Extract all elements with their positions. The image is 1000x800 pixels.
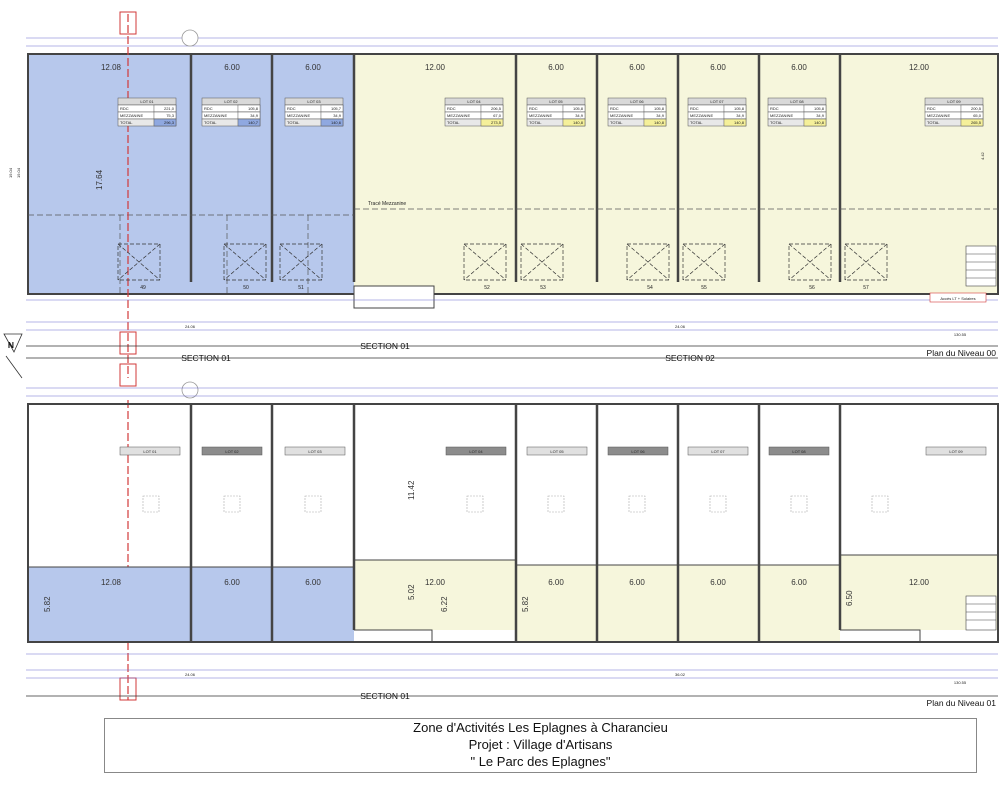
lot-name: LOT 04	[467, 99, 481, 104]
lot-row-label: RDC	[529, 106, 538, 111]
lot-row-label: TOTAL	[770, 120, 783, 125]
lot-row-label: MEZZANINE	[610, 113, 634, 118]
lot-tag	[285, 447, 345, 455]
lot-row-value: 140,8	[813, 120, 824, 125]
lot-row-value: 34,9	[333, 113, 341, 118]
lot-row-label: TOTAL	[610, 120, 623, 125]
width-label: 6.00	[629, 63, 645, 72]
top-dimension-lines-level-01	[26, 388, 998, 396]
skylight	[710, 496, 726, 512]
lot-table	[202, 98, 260, 126]
width-label: 6.00	[548, 578, 564, 587]
skylight	[872, 496, 888, 512]
width-label: 6.00	[791, 578, 807, 587]
lot-row-value: 105,8	[733, 106, 744, 111]
depth-label: 5.82	[521, 596, 530, 612]
lot-row-label: RDC	[120, 106, 129, 111]
lot-row-label: TOTAL	[287, 120, 300, 125]
lot-row-label: TOTAL	[927, 120, 940, 125]
section-label-level-01: SECTION 01	[360, 691, 410, 701]
lot-row-value: 140,8	[733, 120, 744, 125]
width-label: 6.00	[629, 578, 645, 587]
width-label: 6.00	[548, 63, 564, 72]
lot-name: LOT 09	[947, 99, 961, 104]
lot-name: LOT 06	[630, 99, 644, 104]
skylight	[467, 496, 483, 512]
lot-tag-name: LOT 04	[469, 449, 483, 454]
entrance-notch	[354, 286, 434, 308]
unit-number: 49	[140, 285, 146, 291]
width-label: 12.00	[908, 578, 930, 587]
lot-tag-name: LOT 02	[225, 449, 239, 454]
width-label: 12.08	[100, 578, 122, 587]
depth-label: 6.50	[845, 590, 854, 606]
unit-number: 52	[484, 285, 490, 291]
lot-table	[118, 98, 176, 126]
total-dim: 24.06	[674, 324, 686, 329]
lot-row-label: MEZZANINE	[447, 113, 471, 118]
total-dim: 130.55	[953, 332, 967, 337]
total-dim: 36.02	[674, 672, 686, 677]
lot-row-value: 273,5	[490, 120, 501, 125]
lot-tag	[446, 447, 506, 455]
lot-row-label: RDC	[690, 106, 699, 111]
lot-row-value: 206,5	[490, 106, 501, 111]
title-line-3: " Le Parc des Eplagnes"	[470, 754, 611, 769]
depth-label: 11.42	[407, 480, 416, 500]
lot-row-label: TOTAL	[204, 120, 217, 125]
width-label: 6.00	[224, 578, 240, 587]
skylight	[224, 496, 240, 512]
staircase-right	[966, 246, 996, 286]
lot-table	[925, 98, 983, 126]
skylight	[143, 496, 159, 512]
lot-name: LOT 08	[790, 99, 804, 104]
title-line-1: Zone d'Activités Les Eplagnes à Charancieu	[413, 720, 668, 735]
skylight	[548, 496, 564, 512]
lot-row-value: 200,5	[970, 106, 981, 111]
lot-tag-name: LOT 05	[550, 449, 564, 454]
lot-row-value: 140,6	[330, 120, 341, 125]
width-label: 12.00	[424, 63, 446, 72]
lot-name: LOT 05	[549, 99, 563, 104]
left-dim-a: 19.04	[8, 167, 13, 178]
lot-row-value: 67,0	[493, 113, 501, 118]
lot-tag-name: LOT 03	[308, 449, 322, 454]
bottom-dimension-lines-level-00	[26, 300, 998, 330]
lot-row-value: 105,8	[572, 106, 583, 111]
lot-row-value: 34,9	[575, 113, 583, 118]
lot-table	[527, 98, 585, 126]
lot-name: LOT 01	[140, 99, 154, 104]
width-label: 12.00	[908, 63, 930, 72]
lot-row-label: TOTAL	[120, 120, 133, 125]
total-dim: 24.06	[184, 324, 196, 329]
lot-row-value: 140,8	[572, 120, 583, 125]
lot-row-value: 221,0	[163, 106, 174, 111]
right-dim-b: 4.42	[980, 152, 985, 160]
width-label: 6.00	[710, 63, 726, 72]
lot-row-value: 296,3	[163, 120, 174, 125]
unit-number: 54	[647, 285, 653, 291]
lot-tag	[769, 447, 829, 455]
lot-tag-name: LOT 09	[949, 449, 963, 454]
lot-table	[608, 98, 666, 126]
lot-table	[285, 98, 343, 126]
lot-row-value: 34,9	[656, 113, 664, 118]
lot-row-value: 65,0	[973, 113, 981, 118]
lot-row-label: MEZZANINE	[927, 113, 951, 118]
lot-row-value: 105,8	[653, 106, 664, 111]
skylight	[305, 496, 321, 512]
depth-label-level-00: 17.64	[95, 169, 104, 190]
lot-row-label: MEZZANINE	[204, 113, 228, 118]
lot-tag-name: LOT 08	[792, 449, 806, 454]
section-lines-level-00	[26, 346, 998, 358]
lot-row-value: 105,8	[247, 106, 258, 111]
unit-number: 50	[243, 285, 249, 291]
skylight	[629, 496, 645, 512]
lot-tags-level-01	[120, 447, 986, 455]
lot-table	[688, 98, 746, 126]
unit-number: 55	[701, 285, 707, 291]
section-label: SECTION 01	[181, 353, 231, 363]
plan-level-01-label: Plan du Niveau 01	[926, 698, 996, 708]
grid-bubble-lower	[182, 382, 198, 398]
yellow-zone-level-01-a	[354, 560, 516, 630]
width-label: 12.08	[100, 63, 122, 72]
title-block	[104, 718, 977, 773]
lot-row-value: 34,9	[816, 113, 824, 118]
skylight	[791, 496, 807, 512]
lot-row-label: RDC	[770, 106, 779, 111]
lot-table	[768, 98, 826, 126]
lot-row-value: 105,7	[330, 106, 341, 111]
lot-name: LOT 03	[307, 99, 321, 104]
lot-row-label: MEZZANINE	[287, 113, 311, 118]
lot-row-label: MEZZANINE	[120, 113, 144, 118]
width-label: 6.00	[305, 578, 321, 587]
lot-tag	[688, 447, 748, 455]
section-label: SECTION 02	[665, 353, 715, 363]
lot-row-label: MEZZANINE	[690, 113, 714, 118]
total-dim: 24.06	[184, 672, 196, 677]
yellow-zone-level-00	[354, 54, 998, 294]
left-dim-b: 19.04	[16, 167, 21, 178]
depth-label: 5.82	[43, 596, 52, 612]
lot-tag	[120, 447, 180, 455]
unit-number: 56	[809, 285, 815, 291]
lot-row-label: MEZZANINE	[770, 113, 794, 118]
lot-row-label: MEZZANINE	[529, 113, 553, 118]
lot-tag	[527, 447, 587, 455]
unit-number: 51	[298, 285, 304, 291]
lot-row-label: RDC	[204, 106, 213, 111]
lot-row-label: RDC	[927, 106, 936, 111]
plan-level-00-label: Plan du Niveau 00	[926, 348, 996, 358]
width-label: 6.00	[305, 63, 321, 72]
lot-row-value: 34,9	[736, 113, 744, 118]
grid-bubble-top	[182, 30, 198, 46]
lot-row-label: TOTAL	[529, 120, 542, 125]
lot-row-value: 75,3	[166, 113, 174, 118]
lot-row-label: RDC	[447, 106, 456, 111]
lot-tag	[608, 447, 668, 455]
lot-row-value: 140,8	[653, 120, 664, 125]
mezzanine-label: Tracé Mezzanine	[368, 201, 407, 207]
top-dimension-lines-level-00	[26, 38, 998, 46]
lot-tag-name: LOT 01	[143, 449, 157, 454]
total-dim: 130.55	[953, 680, 967, 685]
lot-row-label: RDC	[610, 106, 619, 111]
lot-row-label: TOTAL	[690, 120, 703, 125]
width-label: 6.00	[791, 63, 807, 72]
lot-table	[445, 98, 503, 126]
svg-text:N: N	[7, 340, 15, 350]
lot-name: LOT 02	[224, 99, 238, 104]
lot-tag	[202, 447, 262, 455]
access-label: Accès LT + Solaires	[940, 296, 976, 301]
bottom-dimension-lines-level-01	[26, 654, 998, 678]
north-arrow-icon	[4, 334, 22, 378]
lot-row-value: 140,7	[247, 120, 258, 125]
depth-label: 6.22	[440, 596, 449, 612]
unit-number: 57	[863, 285, 869, 291]
lot-name: LOT 07	[710, 99, 724, 104]
lot-row-value: 265,5	[970, 120, 981, 125]
section-label: SECTION 01	[360, 341, 410, 351]
lot-row-value: 105,8	[813, 106, 824, 111]
lot-row-label: RDC	[287, 106, 296, 111]
title-line-2: Projet : Village d'Artisans	[468, 737, 613, 752]
lot-row-label: TOTAL	[447, 120, 460, 125]
lot-row-value: 34,9	[250, 113, 258, 118]
unit-number: 53	[540, 285, 546, 291]
staircase-right-level-01	[966, 596, 996, 630]
depth-label: 5.02	[407, 584, 416, 600]
lot-tag	[926, 447, 986, 455]
width-label: 6.00	[710, 578, 726, 587]
width-label: 12.00	[424, 578, 446, 587]
lot-tag-name: LOT 07	[711, 449, 725, 454]
lot-tag-name: LOT 06	[631, 449, 645, 454]
width-label: 6.00	[224, 63, 240, 72]
